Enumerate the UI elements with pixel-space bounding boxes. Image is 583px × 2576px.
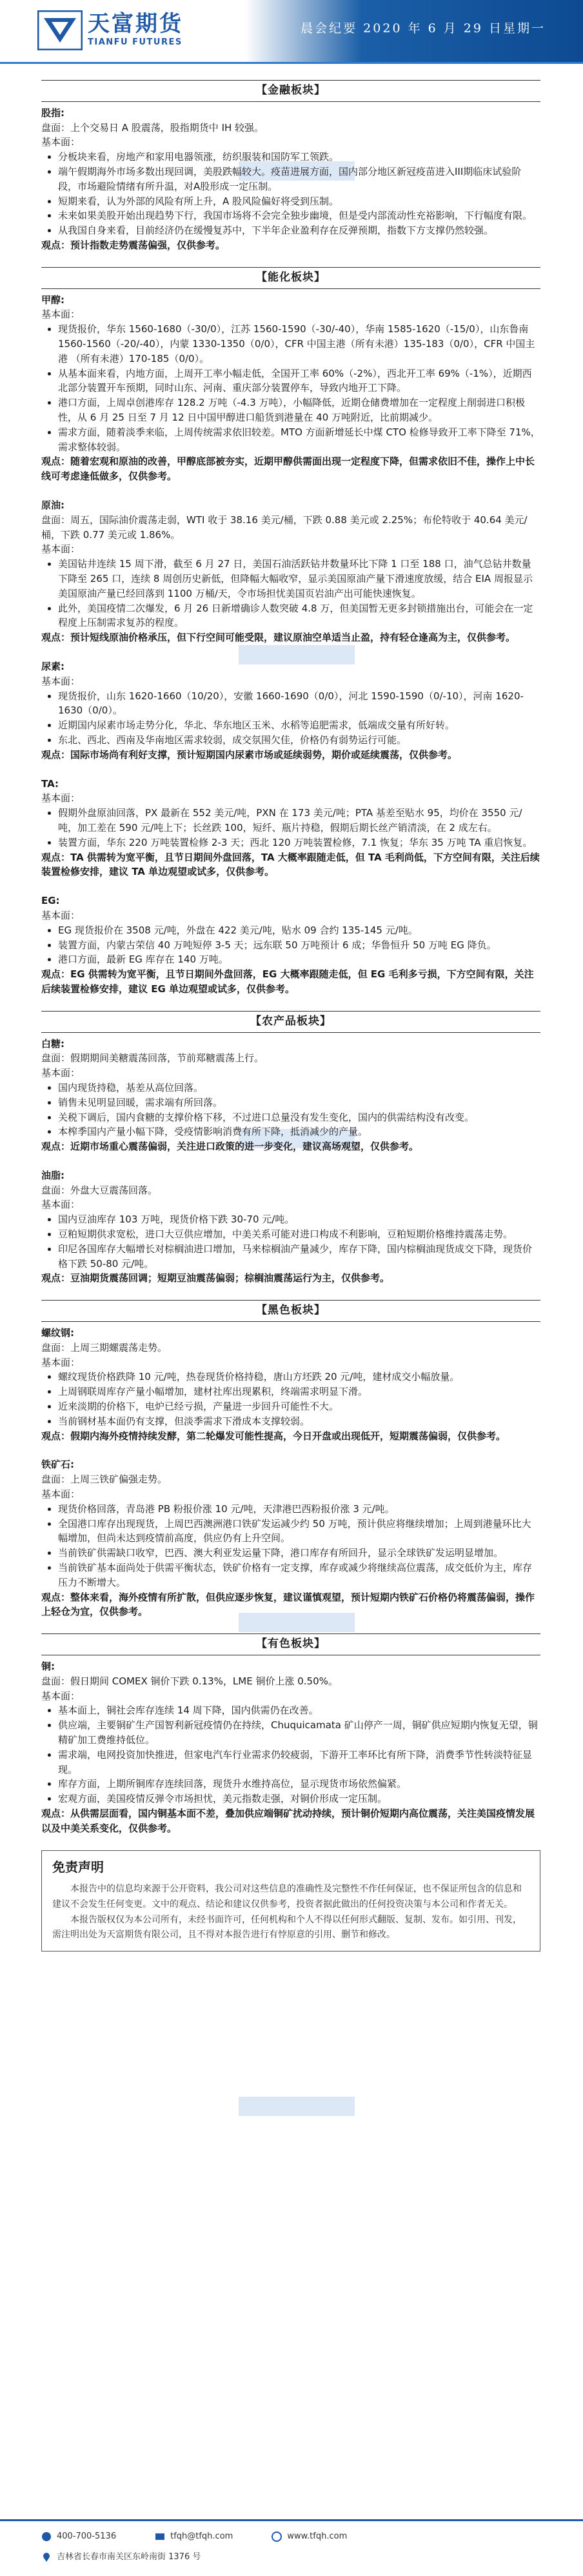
list-item: • 当前铁矿基本面尚处于供需平衡状态，铁矿价格有一定支撑，库存或减少将继续高位震荡，成交低价为主，库存压力不断增大。 (58, 1561, 540, 1590)
logo-english-name: TIANFU FUTURES (88, 37, 183, 48)
paragraph: 基本面： (41, 909, 81, 921)
commodity-block (41, 894, 540, 997)
list-item: • 港口方面，最新 EG 库存在 140 万吨。 (58, 952, 540, 967)
commodity-block (41, 1168, 540, 1286)
fundamentals-list (41, 923, 540, 967)
view-conclusion: 观点：随着宏观和原油的改善，甲醇底部被夯实，近期甲醇供需面出现一定程度下降，但需求依旧不佳，操作上中长线可考虑逢低做多，仅供参考。 (41, 455, 535, 483)
view-conclusion: 观点：从供需层面看，国内铜基本面不差，叠加供应端铜矿扰动持续，预计铜价短期内高位震荡，关注美国疫情发展以及中美关系变化，仅供参考。 (41, 1808, 535, 1834)
list-item: • 从基本面来看，内地方面，上周开工率小幅走低，全国开工率 60%（-2%），西北开工率 69%（-1%），近期西北部分装置开车预期，同时山东、河南、重庆部分装置停车，导致内地开工下降。 (58, 366, 540, 396)
view-conclusion: 观点：豆油期货震荡回调；短期豆油震荡偏弱；棕榈油震荡运行为主，仅供参考。 (41, 1272, 390, 1284)
location-icon (41, 2552, 52, 2562)
commodity-name: 螺纹钢: (41, 1327, 74, 1339)
report-body (41, 76, 540, 1952)
view-conclusion: 观点：预计指数走势震荡偏强，仅供参考。 (41, 239, 226, 251)
view-conclusion: 观点：TA 供需转为宽平衡，且节日期间外盘回落，TA 大概率跟随走低，但 TA 毛利尚低，下方空间有限，关注后续装置检修安排，建议 TA 单边观望或试多，仅供参考。 (41, 851, 540, 878)
list-item: • 库存方面，上期所铜库存连续回落，现货升水维持高位，显示现货市场依然偏紧。 (58, 1777, 540, 1792)
list-item: • 螺纹现货价格跌降 10 元/吨，热卷现货价格持稳，唐山方坯跌 20 元/吨，建材成交小幅放量。 (58, 1370, 540, 1384)
list-item: • 需求端，电网投资加快推进，但家电汽车行业需求仍较疲弱，下游开工率环比有所下降，消费季节性转淡特征显现。 (58, 1748, 540, 1777)
paragraph: 基本面： (41, 1067, 81, 1079)
fundamentals-list (41, 1502, 540, 1590)
fundamentals-list (41, 322, 540, 454)
list-item: • 分板块来看，房地产和家用电器领涨，纺织服装和国防军工领跌。 (58, 150, 540, 165)
paragraph: 盘面：上周三期螺震荡走势。 (41, 1341, 168, 1353)
commodity-block (41, 1326, 540, 1443)
view-conclusion: 观点：整体来看，海外疫情有所扩散，但供应逐步恢复，建议谨慎观望，预计短期内铁矿石价格仍将震荡偏弱，操作上轻仓为宜，仅供参考。 (41, 1591, 535, 1618)
list-item: • 从我国自身来看，目前经济仍在缓慢复苏中，下半年企业盈利存在反弹预期，指数下方支撑仍然较强。 (58, 223, 540, 238)
list-item: • 近期国内尿素市场走势分化，华北、华东地区玉米、水稻等追肥需求，低端成交量有所好转。 (58, 718, 540, 733)
section-title: 【黑色板块】 (41, 1300, 540, 1322)
commodity-name: EG: (41, 895, 60, 907)
commodity-name: 油脂: (41, 1169, 64, 1181)
email-icon (155, 2531, 165, 2542)
phone-icon (41, 2531, 52, 2542)
list-item: • 基本面上，铜社会库存连续 14 周下降，国内供需仍在改善。 (58, 1703, 540, 1718)
disclaimer-paragraph: 本报告中的信息均来源于公开资料，我公司对这些信息的准确性及完整性不作任何保证，也不保证所包含的信息和建议不会发生任何变更。文中的观点、结论和建议仅供参考，投资者据此做出的任何投资决策与本公司和作者无关。 (52, 1884, 522, 1910)
company-logo (37, 10, 183, 50)
footer-email[interactable]: tfqh@tfqh.com (170, 2531, 233, 2541)
footer-address: 吉林省长春市南关区东岭南街 1376 号 (57, 2552, 201, 2562)
list-item: • 现货报价，华东 1560-1680（-30/0），江苏 1560-1590（-30/-40），华南 1585-1620（-15/0），山东鲁南 1560-1560（-20/-40），内蒙 1330-1350（0/0），CFR 中国主港（所有未港）135-183（0/0），CFR 中国主港 （所有未港）170-185（0/0）。 (58, 322, 540, 366)
section-title: 【金融板块】 (41, 80, 540, 102)
list-item: • 销售未见明显回暖，需求端有所回落。 (58, 1095, 540, 1110)
disclaimer-box (41, 1850, 540, 1952)
fundamentals-list (41, 1370, 540, 1428)
fundamentals-list (41, 1212, 540, 1271)
footer-website[interactable]: www.tfqh.com (287, 2531, 348, 2541)
list-item: • 现货价格回落，青岛港 PB 粉报价涨 10 元/吨，天津港巴西粉报价涨 3 元/吨。 (58, 1502, 540, 1517)
report-footer (0, 2519, 583, 2576)
paragraph: 基本面： (41, 792, 81, 804)
commodity-block (41, 498, 540, 645)
paragraph: 基本面： (41, 308, 81, 321)
commodity-name: 原油: (41, 499, 64, 511)
paragraph: 盘面：假期期间美糖震荡回落，节前郑糖震荡上行。 (41, 1052, 264, 1064)
list-item: • 全国港口库存出现现货，上周巴西澳洲港口铁矿发运减少约 50 万吨，预计供应将继续增加；上周到港量环比大幅增加，但尚未达到疫情前高度，供应仍有上升空间。 (58, 1517, 540, 1546)
list-item: • 装置方面，内蒙古荣信 40 万吨短停 3-5 天；远东联 50 万吨预计 6 成；华鲁恒升 50 万吨 EG 降负。 (58, 938, 540, 953)
list-item: • 港口方面，上周卓创港库存 128.2 万吨（-4.3 万吨），小幅降低，近期仓储费增加在一定程度上削弱进口积极性，从 6 月 25 日至 7 月 12 日中国甲醇进口船货到港量在 40 万吨附近，比前期减少。 (58, 395, 540, 425)
disclaimer-paragraph: 本报告版权仅为本公司所有，未经书面许可，任何机构和个人不得以任何形式翻版、复制、发布。如引用、刊发，需注明出处为天富期货有限公司，且不得对本报告进行有悖原意的引用、删节和修改。 (52, 1914, 522, 1941)
section-title: 【能化板块】 (41, 267, 540, 289)
paragraph: 基本面： (41, 543, 81, 555)
view-conclusion: 观点：国际市场尚有利好支撑，预计短期国内尿素市场或延续弱势，期价或延续震荡，仅供参考。 (41, 748, 458, 761)
list-item: • 印尼各国库存大幅增长对棕榈油进口增加，马来棕榈油产量减少，库存下降，国内棕榈油现货成交下降，现货价格下跌 50-80 元/吨。 (58, 1242, 540, 1272)
view-conclusion: 观点：预计短线原油价格承压，但下行空间可能受限，建议原油空单适当止盈，持有轻仓逢高为主，仅供参考。 (41, 632, 516, 644)
paragraph: 盘面：周五，国际油价震荡走弱，WTI 收于 38.16 美元/桶，下跌 0.88 美元或 2.25%；布伦特收于 40.64 美元/桶，下跌 0.77 美元或 1.86%。 (41, 514, 528, 541)
list-item: • 近来淡期的价格下，电炉已经亏损，产量进一步回升可能性不大。 (58, 1399, 540, 1414)
commodity-name: TA: (41, 777, 59, 790)
fundamentals-list (41, 1081, 540, 1139)
list-item: • 未来如果美股开始出现趋势下行，我国市场将不会完全独步幽境，但是受内部流动性充裕影响，下行幅度有限。 (58, 208, 540, 223)
paragraph: 基本面： (41, 1199, 81, 1211)
list-item: • 当前铁矿供需缺口收窄，巴西、澳大利亚发运量下降，港口库存有所回升，显示全球铁矿发运明显增加。 (58, 1546, 540, 1561)
footer-phone: 400-700-5136 (57, 2531, 117, 2541)
commodity-name: 尿素: (41, 660, 64, 672)
commodity-name: 铜: (41, 1661, 55, 1673)
globe-icon (272, 2531, 282, 2542)
report-title: 晨会纪要 2020 年 6 月 29 日星期一 (301, 21, 546, 35)
paragraph: 盘面：上个交易日 A 股震荡，股指期货中 IH 较强。 (41, 121, 264, 134)
list-item: • 宏观方面，美国疫情反弹令市场担忧，美元指数走强，对铜价形成一定压制。 (58, 1792, 540, 1806)
list-item: • 本榨季国内产量小幅下降，受疫情影响消费有所下降，抵消减少的产量。 (58, 1124, 540, 1139)
list-item: • 美国钻井连续 15 周下滑，截至 6 月 27 日，美国石油活跃钻井数量环比下降 1 口至 188 口，油气总钻井数量下降至 265 口，连续 8 周创历史新低，但降幅大幅收窄，显示美国原油产量下滑速度放缓，结合 EIA 周报显示美国原油产量已经回落到 1100 万桶/天，令市场担忧美国页岩油产出可能快速恢复。 (58, 557, 540, 601)
fundamentals-list (41, 689, 540, 748)
commodity-block (41, 777, 540, 880)
view-conclusion: 观点：近期市场重心震荡偏弱，关注进口政策的进一步变化，建议高场观望，仅供参考。 (41, 1141, 419, 1153)
paragraph: 基本面： (41, 136, 81, 148)
paragraph: 基本面： (41, 1356, 81, 1368)
list-item: • 现货报价，山东 1620-1660（10/20），安徽 1660-1690（0/0），河北 1590-1590（0/-10），河南 1620-1630（0/0）。 (58, 689, 540, 719)
view-conclusion: 观点：EG 供需转为宽平衡，且节日期间外盘回落，EG 大概率跟随走低，但 EG 毛利多亏损，下方空间有限，关注后续装置检修安排，建议 EG 单边观望或试多，仅供参考。 (41, 968, 534, 995)
fundamentals-list (41, 806, 540, 850)
section-title: 【农产品板块】 (41, 1011, 540, 1033)
disclaimer-title: 免责声明 (52, 1859, 104, 1875)
list-item: • 短期来看，认为外部的风险有所上升，A 股风险偏好将受到压制。 (58, 194, 540, 209)
list-item: • 东北、西北、西南及华南地区需求较弱，成交氛围欠佳，价格仍有弱势运行可能。 (58, 733, 540, 748)
paragraph: 基本面： (41, 675, 81, 687)
commodity-name: 白糖: (41, 1037, 64, 1050)
commodity-name: 铁矿石: (41, 1459, 74, 1471)
list-item: • 需求方面，随着淡季来临，上周传统需求依旧较差。MTO 方面新增延长中煤 CTO 检修导致开工率下降至 71%，需求整体较弱。 (58, 425, 540, 455)
commodity-name: 甲醇: (41, 294, 64, 306)
section-title: 【有色板块】 (41, 1633, 540, 1655)
commodity-block (41, 1659, 540, 1836)
fundamentals-list (41, 1703, 540, 1806)
commodity-name: 股指: (41, 106, 64, 119)
commodity-block (41, 659, 540, 763)
paragraph: 盘面：上周三铁矿偏强走势。 (41, 1473, 168, 1486)
list-item: • 当前钢材基本面仍有支撑，但淡季需求下滑成本支撑较弱。 (58, 1414, 540, 1429)
paragraph: 基本面： (41, 1488, 81, 1501)
logo-emblem-icon (37, 10, 83, 50)
list-item: • 假期外盘原油回落，PX 最新在 552 美元/吨，PXN 在 173 美元/吨；PTA 基差至贴水 95，均价在 3550 元/吨，加工差在 590 元/吨上下；长丝跌 100，短纤、瓶片持稳，假期后期长丝产销清淡，在 2 成左右。 (58, 806, 540, 835)
view-conclusion: 观点：假期内海外疫情持续发酵，第二轮爆发可能性提高，今日开盘或出现低开，短期震荡偏弱，仅供参考。 (41, 1430, 506, 1442)
logo-chinese-name: 天富期货 (88, 11, 183, 37)
commodity-block (41, 293, 540, 484)
fundamentals-list (41, 150, 540, 238)
paragraph: 盘面：假日期间 COMEX 铜价下跌 0.13%，LME 铜价上涨 0.50%。 (41, 1675, 338, 1687)
commodity-block (41, 1457, 540, 1619)
list-item: • 国内现货持稳，基差从高位回落。 (58, 1081, 540, 1095)
report-header (0, 0, 583, 64)
list-item: • EG 现货报价在 3508 元/吨，外盘在 422 美元/吨，贴水 09 合约 135-145 元/吨。 (58, 923, 540, 938)
paragraph: 盘面：外盘大豆震荡回落。 (41, 1184, 158, 1196)
fundamentals-list (41, 557, 540, 630)
list-item: • 上周钢联周库存产量小幅增加，建材社库出现累积，终端需求明显下滑。 (58, 1384, 540, 1399)
paragraph: 基本面： (41, 1690, 81, 1702)
list-item: • 关税下调后，国内食糖的支撑价格下移，不过进口总量没有发生变化，国内的供需结构没有改变。 (58, 1110, 540, 1125)
commodity-block (41, 1037, 540, 1154)
list-item: • 供应端，主要铜矿生产国智利新冠疫情仍在持续，Chuquicamata 矿山停产一周，铜矿供应短期内恢复无望，铜精矿加工费维持低位。 (58, 1718, 540, 1748)
commodity-block (41, 106, 540, 253)
list-item: • 此外，美国疫情二次爆发，6 月 26 日新增确诊人数突破 4.8 万，但美国暂无更多封锁措施出台，可能会在一定程度上压制需求复苏的程度。 (58, 601, 540, 631)
list-item: • 国内豆油库存 103 万吨，现货价格下跌 30-70 元/吨。 (58, 1212, 540, 1227)
list-item: • 豆粕短期供求宽松，进口大豆供应增加，中美关系可能对进口构成不利影响，豆粕短期价格维持震荡走势。 (58, 1227, 540, 1242)
list-item: • 端午假期海外市场多数出现回调，美股跌幅较大。疫苗进展方面，国内部分地区新冠疫苗进入III期临床试验阶段，市场避险情绪有所升温，对A股形成一定压制。 (58, 165, 540, 194)
list-item: • 装置方面，华东 220 万吨装置检修 2-3 天；西北 120 万吨装置检修，7.1 恢复；华东 35 万吨 TA 重启恢复。 (58, 835, 540, 850)
